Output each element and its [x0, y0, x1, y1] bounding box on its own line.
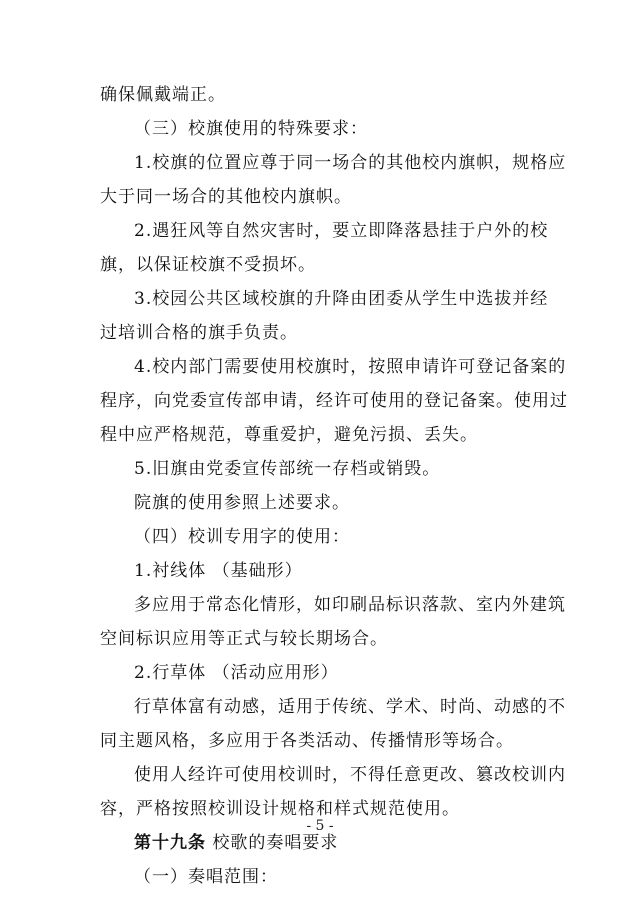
- text-line: 程序，向党委宣传部申请，经许可使用的登记备案。使用过: [100, 391, 568, 411]
- text-line: 使用人经许可使用校训时，不得任意更改、篡改校训内: [134, 765, 566, 785]
- text-line: 空间标识应用等正式与较长期场合。: [100, 629, 388, 649]
- page-number: - 5 -: [306, 818, 334, 834]
- section-heading-3: （三）校旗使用的特殊要求：: [134, 119, 368, 139]
- text-line: 大于同一场合的其他校内旗帜。: [100, 187, 352, 207]
- text-line: 院旗的使用参照上述要求。: [134, 493, 350, 513]
- text-line: 2.行草体 （活动应用形）: [134, 663, 339, 683]
- article-title: 校歌的奏唱要求: [212, 833, 339, 853]
- article-heading: 第十九条: [134, 833, 206, 853]
- section-heading-4: （四）校训专用字的使用：: [134, 527, 350, 547]
- text-line: 程中应严格规范，尊重爱护，避免污损、丢失。: [100, 425, 478, 445]
- text-line: 4.校内部门需要使用校旗时，按照申请许可登记备案的: [134, 357, 567, 377]
- text-line: 2.遇狂风等自然灾害时，要立即降落悬挂于户外的校: [134, 221, 549, 241]
- text-line: 容，严格按照校训设计规格和样式规范使用。: [100, 799, 460, 819]
- text-line: 1.校旗的位置应尊于同一场合的其他校内旗帜，规格应: [134, 153, 567, 173]
- text-line: 过培训合格的旗手负责。: [100, 323, 298, 343]
- text-line: 1.衬线体 （基础形）: [134, 561, 303, 581]
- text-line: 旗，以保证校旗不受损坏。: [100, 255, 316, 275]
- text-line: 行草体富有动感，适用于传统、学术、时尚、动感的不: [134, 697, 566, 717]
- text-line: 同主题风格，多应用于各类活动、传播情形等场合。: [100, 731, 514, 751]
- text-line: 确保佩戴端正。: [100, 85, 226, 105]
- text-line: 5.旧旗由党委宣传部统一存档或销毁。: [134, 459, 441, 479]
- document-body: [100, 78, 568, 894]
- text-line: 多应用于常态化情形，如印刷品标识落款、室内外建筑: [134, 595, 566, 615]
- text-line: 3.校园公共区域校旗的升降由团委从学生中选拔并经: [134, 289, 549, 309]
- section-heading-1: （一）奏唱范围：: [134, 867, 278, 887]
